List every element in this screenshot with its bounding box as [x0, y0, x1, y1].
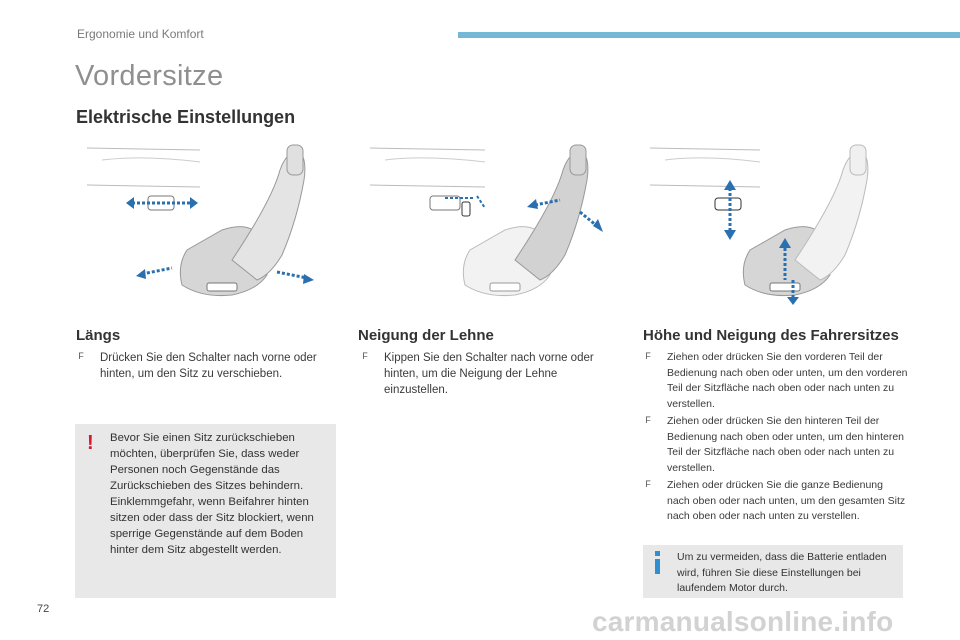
info-box — [643, 545, 903, 598]
page-number: 72 — [37, 603, 50, 615]
bullet-text: Ziehen oder drücken Sie die ganze Bedienung nach oben oder nach unten, um den gesamten Sitz nach oben oder nach unten zu verstellen. — [667, 479, 906, 523]
warning-text: Bevor Sie einen Sitz zurückschieben möchten, überprüfen Sie, dass weder Personen noch Gegenstände das Zurückschieben des Sitzes behindern. Einklemmgefahr, wenn Beifahrer hinten sitzen oder dass der Sitz blockiert, wenn sperrige Gegenstände auf dem Boden hinter dem Sitz abgestellt werden. — [110, 432, 314, 556]
bullet-text: Ziehen oder drücken Sie den vorderen Teil der Bedienung nach oben oder unten, um den vorderen Teil der Sitzfläche nach oben oder nach unten zu verstellen. — [667, 351, 908, 411]
bullet-text: Drücken Sie den Schalter nach vorne oder hinten, um den Sitz zu verschieben. — [100, 352, 317, 380]
header-accent-bar — [458, 32, 960, 38]
column-title-neigung-der-lehne: Neigung der Lehne — [358, 327, 494, 344]
bullet-item — [643, 350, 908, 413]
bullet-icon: F — [78, 351, 84, 361]
bullet-icon: F — [645, 479, 651, 489]
bullet-text: Ziehen oder drücken Sie den hinteren Teil der Bedienung nach oben oder unten, um den hinteren Teil der Sitzfläche nach oben oder nach unten zu verstellen. — [667, 415, 905, 475]
info-icon — [653, 551, 663, 574]
seat-longitudinal-illustration — [82, 140, 332, 305]
bullet-icon: F — [645, 415, 651, 425]
page-subtitle: Elektrische Einstellungen — [76, 107, 296, 127]
seat-height-tilt-illustration — [645, 140, 895, 305]
warning-icon: ! — [87, 432, 94, 454]
bullet-icon: F — [645, 351, 651, 361]
warning-box — [75, 424, 336, 598]
info-text: Um zu vermeiden, dass die Batterie entladen wird, führen Sie diese Einstellungen bei laufendem Motor durch. — [677, 551, 887, 594]
bullet-icon: F — [362, 351, 368, 361]
bullet-item — [643, 414, 908, 477]
page-title: Vordersitze — [75, 60, 224, 92]
bullet-item — [643, 478, 908, 525]
column-title-laengs: Längs — [76, 327, 121, 344]
bullet-item — [360, 350, 610, 398]
column-title-hoehe-und-neigung: Höhe und Neigung des Fahrersitzes — [643, 327, 899, 344]
bullet-text: Kippen Sie den Schalter nach vorne oder hinten, um die Neigung der Lehne einzustellen. — [384, 352, 594, 396]
watermark: carmanualsonline.info — [592, 606, 894, 637]
section-header: Ergonomie und Komfort — [77, 27, 204, 41]
bullet-item — [76, 350, 341, 382]
seat-backrest-tilt-illustration — [365, 140, 615, 305]
